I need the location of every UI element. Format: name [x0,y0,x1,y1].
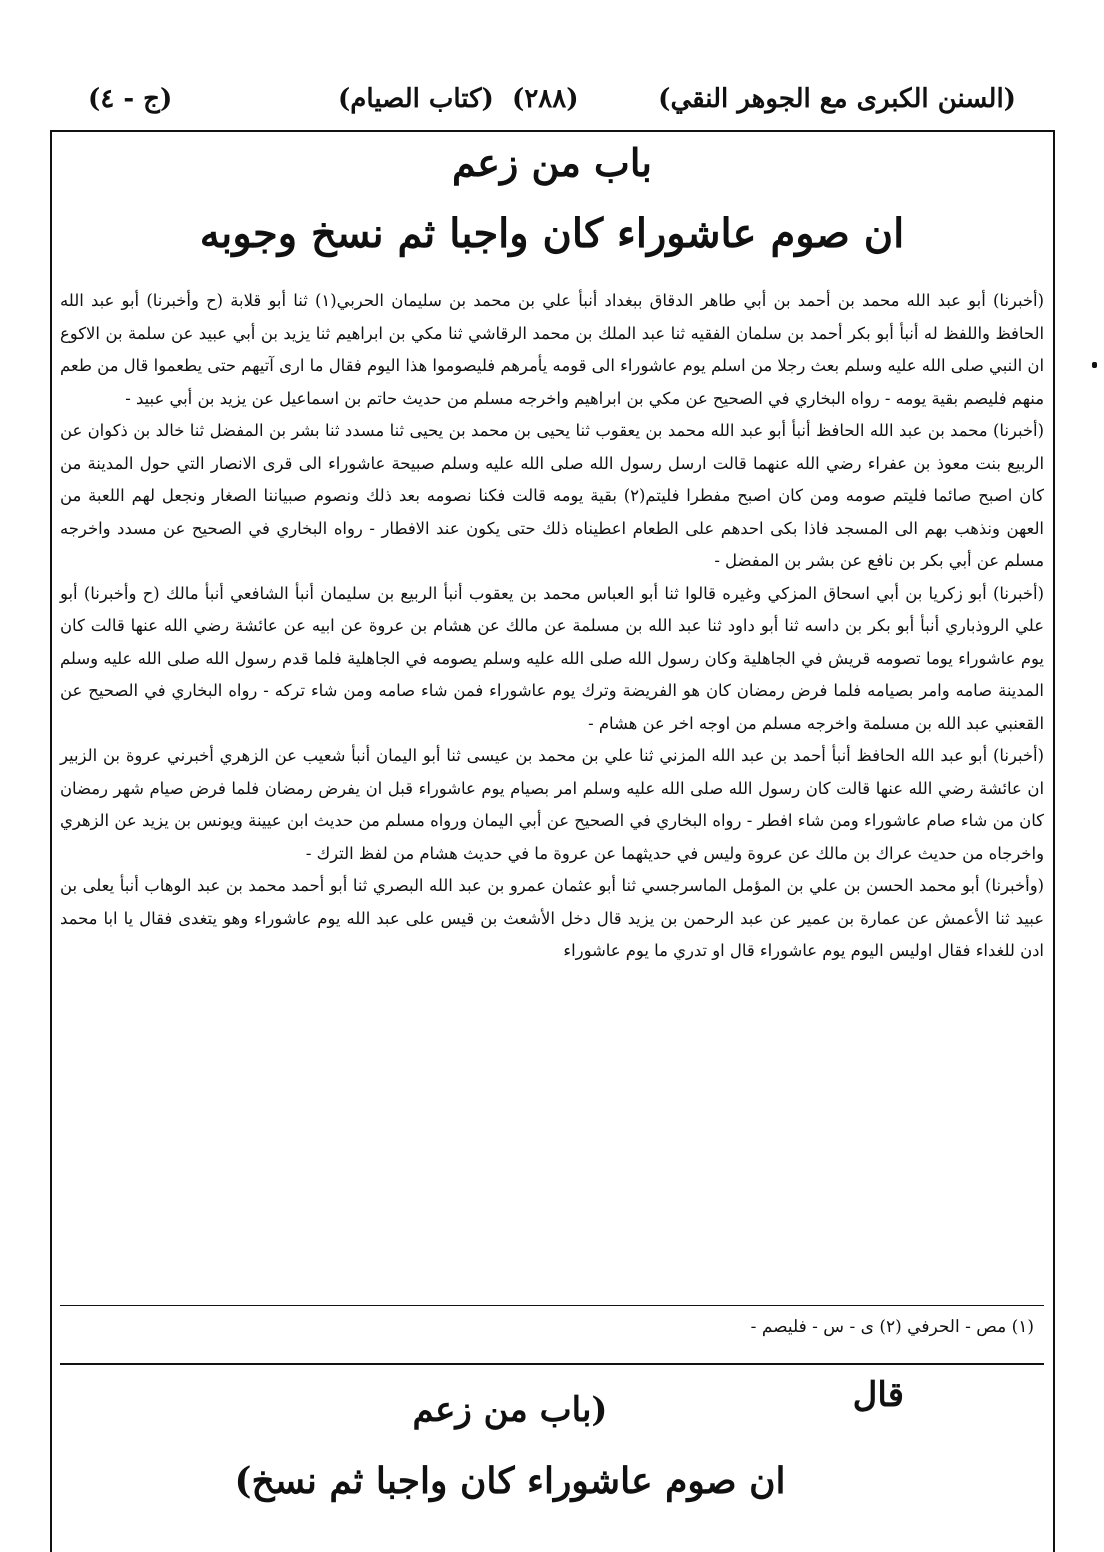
footnote-divider [60,1305,1044,1306]
margin-mark [1092,362,1097,368]
page-number: (٢٨٨) [512,84,579,114]
paragraph-4: (أخبرنا) أبو عبد الله الحافظ أنبأ أحمد بن عبد الله المزني ثنا علي بن محمد بن عيسى ثنا أبو اليمان أنبأ شعيب عن الزهري أخبرني عروة بن الزبير ان عائشة رضي الله عنها قالت كان رسول الله صلى الله عليه وسلم امر بصيام يوم عاشوراء قبل ان يفرض رمضان فلما فرض صيام شهر رمضان كان من شاء صام عاشوراء ومن شاء افطر - رواه البخاري في الصحيح عن أبي اليمان ورواه مسلم من حديث ابن عيينة ويونس بن يزيد عن الزهري واخرجاه من حديث عراك بن مالك عن عروة وليس في حديثهما عن عروة ما في حديث هشام من لفظ الترك - [60,746,1044,863]
volume-number: (ج - ٤) [88,84,173,114]
paragraph-2: (أخبرنا) محمد بن عبد الله الحافظ أنبأ أبو عبد الله محمد بن يعقوب ثنا يحيى بن محمد بن يحيى ثنا مسدد ثنا بشر بن المفضل ثنا خالد بن ذكوان عن الربيع بنت معوذ بن عفراء رضي الله عنهما قالت ارسل رسول الله صلى الله عليه وسلم صبيحة عاشوراء الى قرى الانصار التي حول المدينة من كان اصبح صائما فليتم صومه ومن كان اصبح مفطرا فليتم(٢) بقية يومه قالت فكنا نصومه بعد ذلك ونصوم صبياننا الصغار ونجعل لهم اللعبة من العهن ونذهب بهم الى المسجد فاذا بكى احدهم على الطعام اعطيناه ذلك حتى يكون عند الافطار - رواه البخاري في الصحيح عن مسدد واخرجه مسلم عن أبي بكر بن نافع عن بشر بن المفضل - [60,421,1044,570]
main-text [60,285,1044,968]
chapter-title-line-1: باب من زعم [452,140,652,185]
running-title-section: (كتاب الصيام) [338,84,494,114]
commentary-heading-2: ان صوم عاشوراء كان واجبا ثم نسخ) [234,1460,786,1502]
section-divider [60,1363,1044,1365]
footnotes: (١) مص - الحرفي (٢) ى - س - فليصم - [750,1317,1034,1337]
running-title-book: (السنن الكبرى مع الجوهر النقي) [658,84,1016,114]
paragraph-1: (أخبرنا) أبو عبد الله محمد بن أحمد بن أبي طاهر الدقاق ببغداد أنبأ علي بن محمد بن سليمان الحربي(١) ثنا أبو قلابة (ح وأخبرنا) أبو عبد الله الحافظ واللفظ له أنبأ أبو بكر أحمد بن سلمان الفقيه ثنا عبد الملك بن محمد الرقاشي ثنا مكي بن ابراهيم ثنا يزيد بن أبي عبيد عن سلمة بن الاكوع ان النبي صلى الله عليه وسلم بعث رجلا من اسلم يوم عاشوراء الى قومه يأمرهم فليصوموا هذا اليوم فقال ما ارى آتيهم حتى يطعموا قال من طعم منهم فليصم بقية يومه - رواه البخاري في الصحيح عن مكي بن ابراهيم واخرجه مسلم من حديث حاتم بن اسماعيل عن يزيد بن أبي عبيد - [60,291,1045,408]
chapter-title-line-2: ان صوم عاشوراء كان واجبا ثم نسخ وجوبه [199,210,905,257]
paragraph-3: (أخبرنا) أبو زكريا بن أبي اسحاق المزكي وغيره قالوا ثنا أبو العباس محمد بن يعقوب أنبأ الربيع بن سليمان أنبأ الشافعي أنبأ مالك (ح وأخبرنا) أبو علي الروذباري أنبأ أبو بكر بن داسه ثنا أبو داود ثنا عبد الله بن مسلمة عن مالك عن هشام بن عروة عن ابيه عن عائشة رضي الله عنها قالت كان يوم عاشوراء يوما تصومه قريش في الجاهلية وكان رسول الله صلى الله عليه وسلم يصومه في الجاهلية فلما قدم رسول الله صلى الله عليه وسلم المدينة صامه وامر بصيامه فلما فرض رمضان كان هو الفريضة وترك يوم عاشوراء فمن شاء صامه ومن شاء تركه - رواه البخاري في الصحيح عن القعنبي عبد الله بن مسلمة واخرجه مسلم من اوجه اخر عن هشام - [60,583,1044,733]
paragraph-5: (وأخبرنا) أبو محمد الحسن بن علي بن المؤمل الماسرجسي ثنا أبو عثمان عمرو بن عبد الله البصري ثنا أبو أحمد محمد بن عبد الوهاب أنبأ يعلى بن عبيد ثنا الأعمش عن عمارة بن عمير عن عبد الرحمن بن يزيد قال دخل الأشعث بن قيس على عبد الله يوم عاشوراء وهو يتغدى فقال يا ابا محمد ادن للغداء فقال اوليس اليوم يوم عاشوراء قال او تدري ما يوم عاشوراء [60,876,1044,960]
commentary-qal: قال [852,1375,904,1415]
page-header [88,84,1016,124]
commentary-heading-1: (باب من زعم [412,1390,608,1430]
